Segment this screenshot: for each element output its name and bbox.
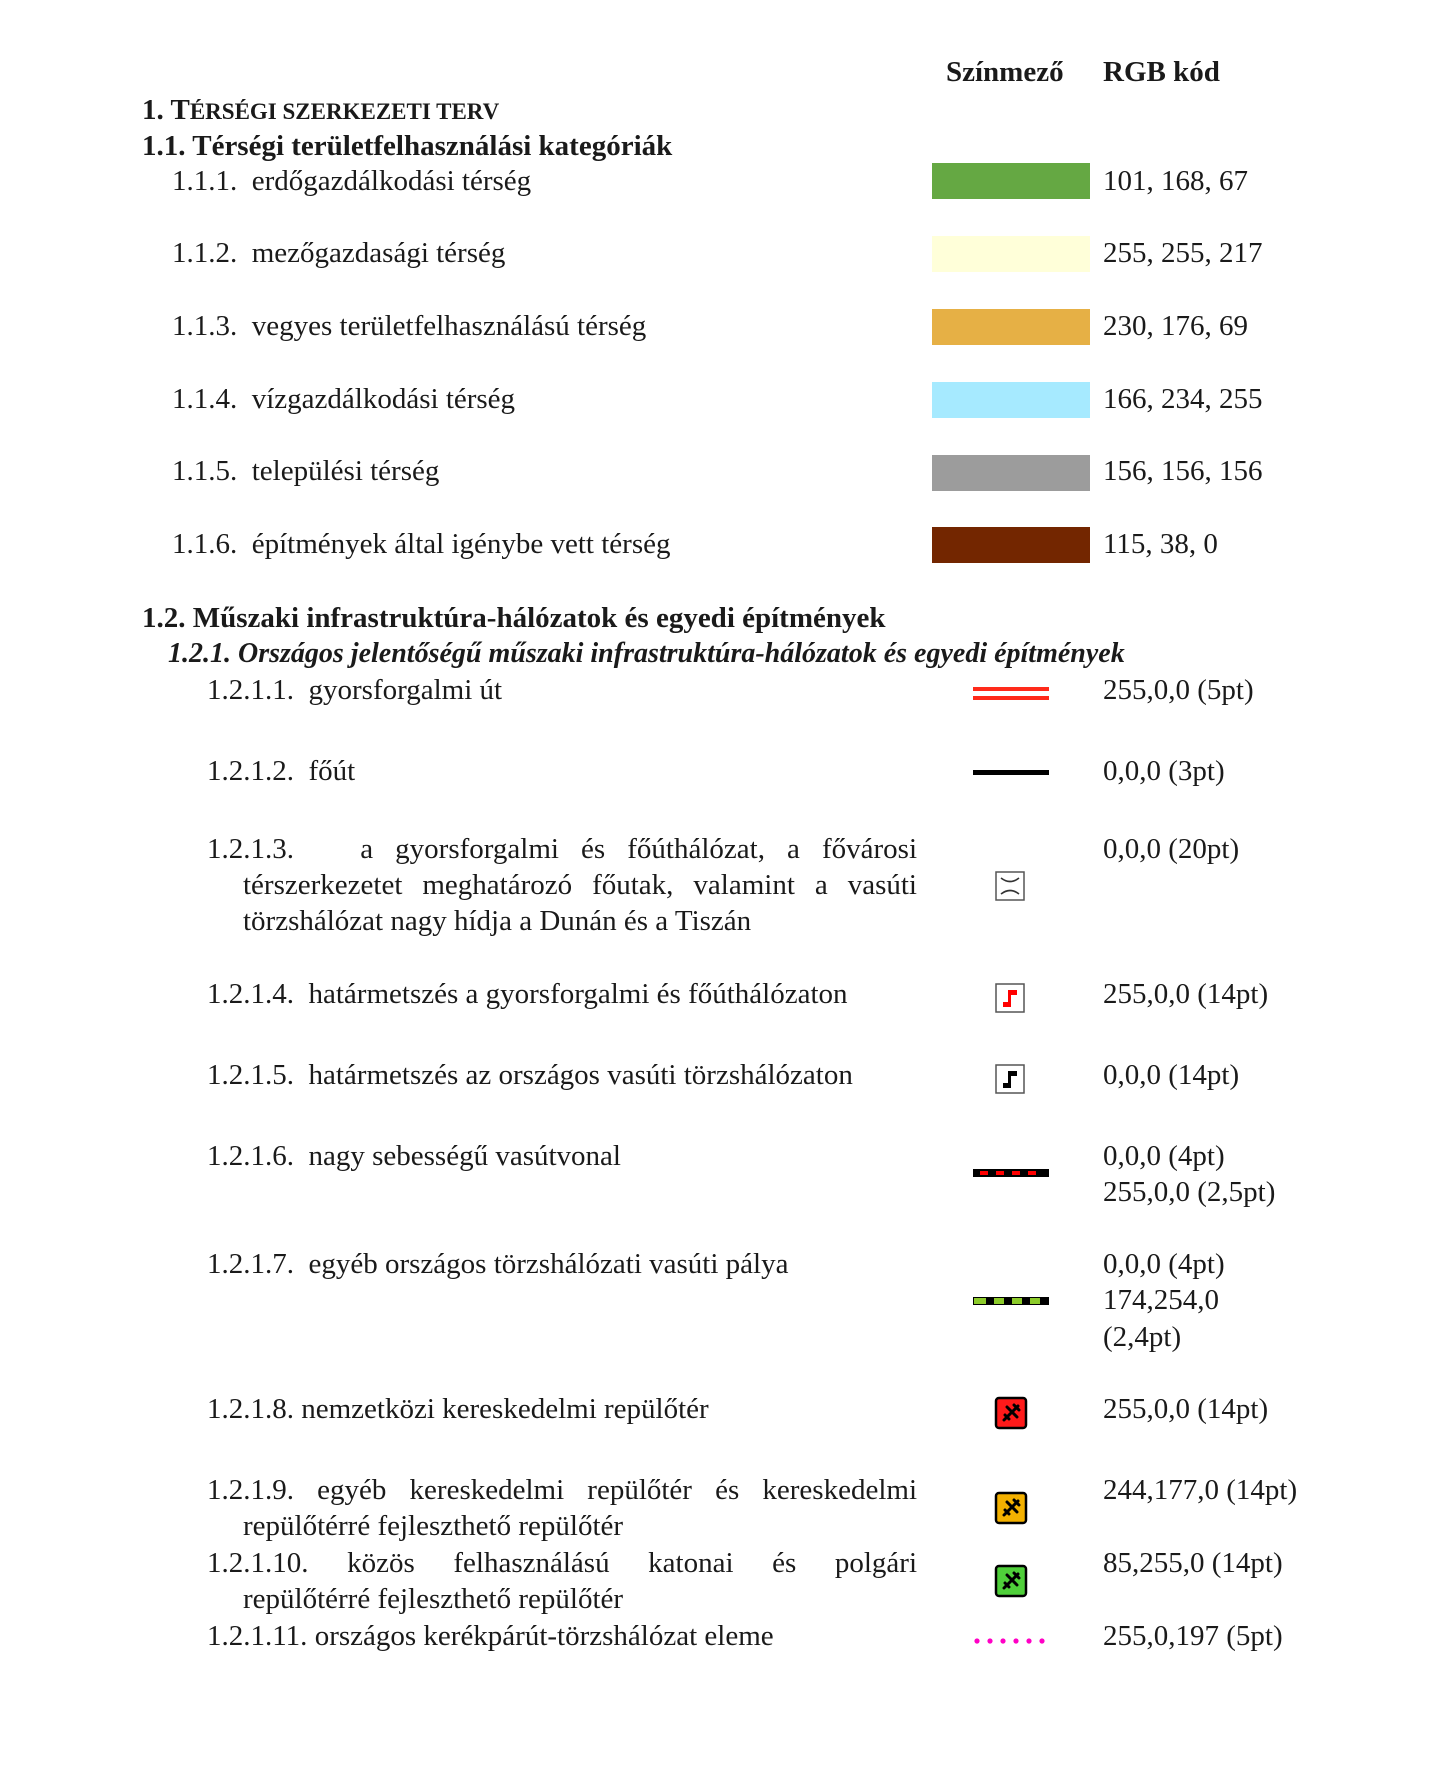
pink-dotted-line-icon	[972, 1636, 1050, 1646]
item-1-2-1-3-line2: térszerkezetet meghatározó főutak, valamint a vasúti	[243, 869, 917, 901]
color-swatch	[932, 527, 1090, 563]
rgb-column-header: RGB kód	[1103, 56, 1220, 88]
item-1-2-1-9: 1.2.1.9. egyéb kereskedelmi repülőtér és kereskedelmi	[207, 1474, 918, 1506]
item-1-2-1-1: 1.2.1.1. gyorsforgalmi út	[207, 674, 503, 706]
rgb-value: 85,255,0 (14pt)	[1103, 1547, 1283, 1579]
item-1-2-1-10: 1.2.1.10. közös felhasználású katonai és polgári	[207, 1547, 918, 1579]
section-1-1-title: 1.1. Térségi területfelhasználási kategóriák	[142, 130, 673, 162]
rgb-value: 0,0,0 (4pt)	[1103, 1248, 1225, 1280]
rgb-value: 255,0,0 (5pt)	[1103, 674, 1254, 706]
green-black-dashed-line-icon	[972, 1296, 1050, 1308]
rgb-value: 0,0,0 (4pt)	[1103, 1140, 1225, 1172]
color-swatch	[932, 309, 1090, 345]
rgb-value: 174,254,0	[1103, 1284, 1219, 1316]
item-1-2-1-11: 1.2.1.11. országos kerékpárút-törzshálózat eleme	[207, 1620, 774, 1652]
bridge-icon	[995, 871, 1025, 901]
red-airport-icon	[994, 1396, 1028, 1430]
rgb-value: (2,4pt)	[1103, 1321, 1182, 1353]
section-1-2-1-title: 1.2.1. Országos jelentőségű műszaki infrastruktúra-hálózatok és egyedi építmények	[168, 638, 1125, 669]
rgb-value: 255, 255, 217	[1103, 237, 1263, 269]
red-black-dashed-line-icon	[972, 1168, 1050, 1180]
rgb-value: 166, 234, 255	[1103, 383, 1263, 415]
rgb-value: 255,0,0 (14pt)	[1103, 978, 1269, 1010]
rgb-value: 0,0,0 (14pt)	[1103, 1059, 1240, 1091]
double-red-line-icon	[972, 686, 1050, 702]
rgb-value: 255,0,0 (2,5pt)	[1103, 1176, 1276, 1208]
color-swatch	[932, 382, 1090, 418]
item-1-2-1-5: 1.2.1.5. határmetszés az országos vasúti törzshálózaton	[207, 1059, 853, 1091]
item-1-2-1-4: 1.2.1.4. határmetszés a gyorsforgalmi és főúthálózaton	[207, 978, 848, 1010]
category-1-1-3: 1.1.3. vegyes területfelhasználású térség	[172, 310, 647, 342]
rgb-value: 255,0,0 (14pt)	[1103, 1393, 1269, 1425]
category-1-1-5: 1.1.5. települési térség	[172, 455, 440, 487]
category-1-1-1: 1.1.1. erdőgazdálkodási térség	[172, 165, 532, 197]
item-1-2-1-10-line2: repülőtérré fejleszthető repülőtér	[243, 1583, 624, 1615]
item-1-2-1-6: 1.2.1.6. nagy sebességű vasútvonal	[207, 1140, 621, 1172]
section-1-2-title: 1.2. Műszaki infrastruktúra-hálózatok és egyedi építmények	[142, 602, 886, 634]
item-1-2-1-8: 1.2.1.8. nemzetközi kereskedelmi repülőtér	[207, 1393, 709, 1425]
rgb-value: 230, 176, 69	[1103, 310, 1248, 342]
orange-airport-icon	[994, 1491, 1028, 1525]
color-column-header: Színmező	[946, 56, 1064, 88]
item-1-2-1-3: 1.2.1.3. a gyorsforgalmi és főúthálózat, a fővárosi	[207, 833, 918, 865]
rgb-value: 0,0,0 (3pt)	[1103, 755, 1225, 787]
item-1-2-1-3-line3: törzshálózat nagy hídja a Dunán és a Tiszán	[243, 905, 752, 937]
category-1-1-2: 1.1.2. mezőgazdasági térség	[172, 237, 506, 269]
black-border-crossing-icon	[995, 1064, 1025, 1094]
rgb-value: 255,0,197 (5pt)	[1103, 1620, 1283, 1652]
item-1-2-1-2: 1.2.1.2. főút	[207, 755, 356, 787]
rgb-value: 101, 168, 67	[1103, 165, 1248, 197]
category-1-1-6: 1.1.6. építmények által igénybe vett térség	[172, 528, 671, 560]
red-border-crossing-icon	[995, 983, 1025, 1013]
rgb-value: 244,177,0 (14pt)	[1103, 1474, 1298, 1506]
item-1-2-1-7: 1.2.1.7. egyéb országos törzshálózati vasúti pálya	[207, 1248, 789, 1280]
green-airport-icon	[994, 1564, 1028, 1598]
item-1-2-1-9-line2: repülőtérré fejleszthető repülőtér	[243, 1510, 624, 1542]
color-swatch	[932, 455, 1090, 491]
rgb-value: 156, 156, 156	[1103, 455, 1263, 487]
category-1-1-4: 1.1.4. vízgazdálkodási térség	[172, 383, 516, 415]
section-1-title: 1. TÉRSÉGI SZERKEZETI TERV	[142, 94, 500, 126]
black-line-icon	[972, 768, 1050, 778]
color-swatch	[932, 163, 1090, 199]
rgb-value: 115, 38, 0	[1103, 528, 1218, 560]
color-swatch	[932, 236, 1090, 272]
rgb-value: 0,0,0 (20pt)	[1103, 833, 1240, 865]
